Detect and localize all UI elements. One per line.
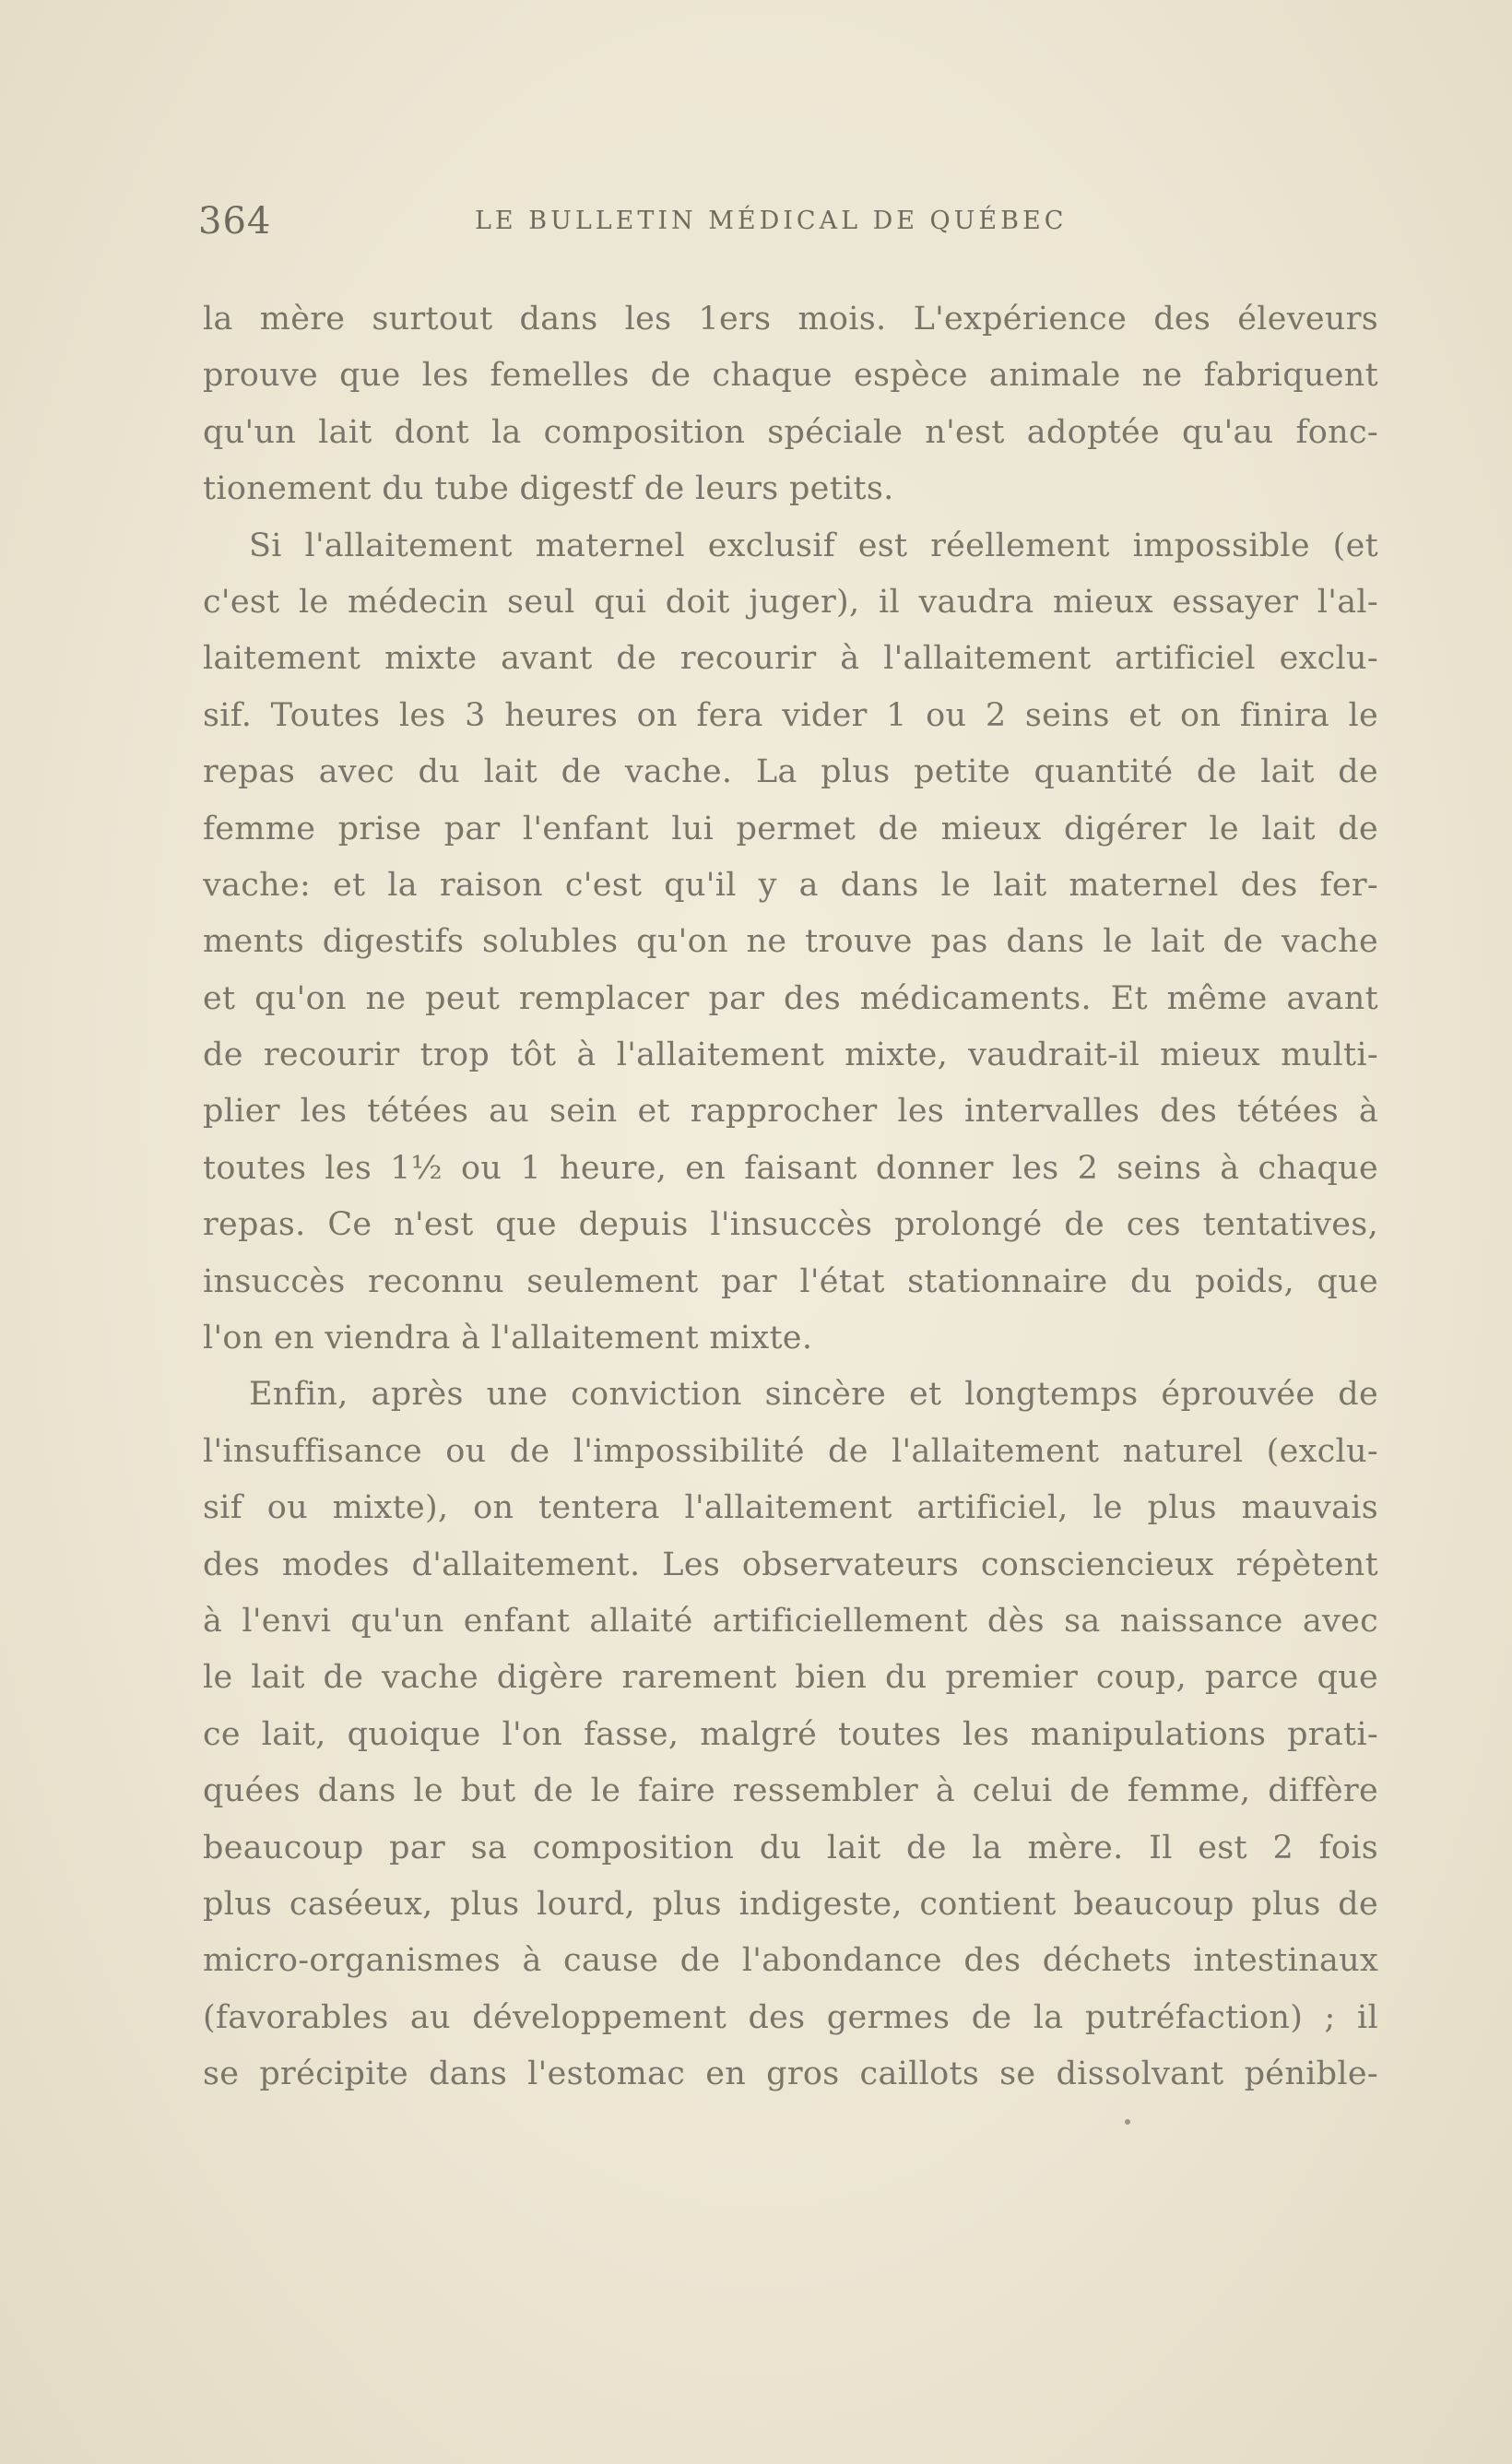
- body-text: [203, 291, 1378, 2103]
- text-line: sif. Toutes les 3 heures on fera vider 1 ou 2 seins et on finira le: [203, 696, 1378, 734]
- text-line: tionement du tube digestf de leurs petits.: [203, 470, 894, 508]
- text-line: vache: et la raison c'est qu'il y a dans le lait maternel des fer-: [203, 866, 1378, 904]
- text-line: toutes les 1½ ou 1 heure, en faisant donner les 2 seins à chaque: [203, 1149, 1378, 1187]
- text-line: ce lait, quoique l'on fasse, malgré toutes les manipulations prati-: [203, 1715, 1378, 1753]
- text-line: femme prise par l'enfant lui permet de mieux digérer le lait de: [203, 810, 1378, 847]
- running-title: LE BULLETIN MÉDICAL DE QUÉBEC: [475, 207, 1068, 235]
- page-header: [198, 195, 1383, 247]
- text-line: (favorables au développement des germes de la putréfaction) ; il: [203, 1998, 1378, 2036]
- text-line: la mère surtout dans les 1ers mois. L'expérience des éleveurs: [203, 301, 1378, 338]
- text-line: c'est le médecin seul qui doit juger), il vaudra mieux essayer l'al-: [203, 583, 1378, 621]
- paragraph-start-line: Enfin, après une conviction sincère et longtemps éprouvée de: [249, 1376, 1378, 1414]
- text-line: micro-organismes à cause de l'abondance des déchets intestinaux: [203, 1942, 1378, 1980]
- text-line: à l'envi qu'un enfant allaité artificiellement dès sa naissance avec: [203, 1602, 1378, 1640]
- text-line: le lait de vache digère rarement bien du premier coup, parce que: [203, 1659, 1378, 1697]
- text-line: repas. Ce n'est que depuis l'insuccès prolongé de ces tentatives,: [203, 1206, 1378, 1244]
- text-line: prouve que les femelles de chaque espèce animale ne fabriquent: [203, 357, 1378, 395]
- text-line: l'on en viendra à l'allaitement mixte.: [203, 1320, 813, 1357]
- page-number: 364: [198, 200, 272, 243]
- text-line: se précipite dans l'estomac en gros caillots se dissolvant pénible-: [203, 2055, 1378, 2093]
- ink-spot: [1125, 2119, 1130, 2125]
- text-line: laitement mixte avant de recourir à l'allaitement artificiel exclu-: [203, 640, 1378, 678]
- text-line: ments digestifs solubles qu'on ne trouve pas dans le lait de vache: [203, 923, 1378, 961]
- text-line: l'insuffisance ou de l'impossibilité de l'allaitement naturel (exclu-: [203, 1432, 1378, 1470]
- text-line: plus caséeux, plus lourd, plus indigeste, contient beaucoup plus de: [203, 1885, 1378, 1923]
- paragraph-start-line: Si l'allaitement maternel exclusif est réellement impossible (et: [249, 527, 1378, 564]
- text-line: qu'un lait dont la composition spéciale n'est adoptée qu'au fonc-: [203, 413, 1378, 451]
- text-line: repas avec du lait de vache. La plus petite quantité de lait de: [203, 753, 1378, 791]
- text-line: et qu'on ne peut remplacer par des médicaments. Et même avant: [203, 979, 1378, 1017]
- text-line: insuccès reconnu seulement par l'état stationnaire du poids, que: [203, 1262, 1378, 1300]
- text-line: plier les tétées au sein et rapprocher les intervalles des tétées à: [203, 1093, 1378, 1131]
- text-line: de recourir trop tôt à l'allaitement mixte, vaudrait-il mieux multi-: [203, 1037, 1378, 1074]
- text-line: beaucoup par sa composition du lait de la mère. Il est 2 fois: [203, 1829, 1378, 1866]
- text-line: sif ou mixte), on tentera l'allaitement artificiel, le plus mauvais: [203, 1489, 1378, 1527]
- text-line: quées dans le but de le faire ressembler à celui de femme, diffère: [203, 1772, 1378, 1810]
- text-line: des modes d'allaitement. Les observateurs consciencieux répètent: [203, 1546, 1378, 1583]
